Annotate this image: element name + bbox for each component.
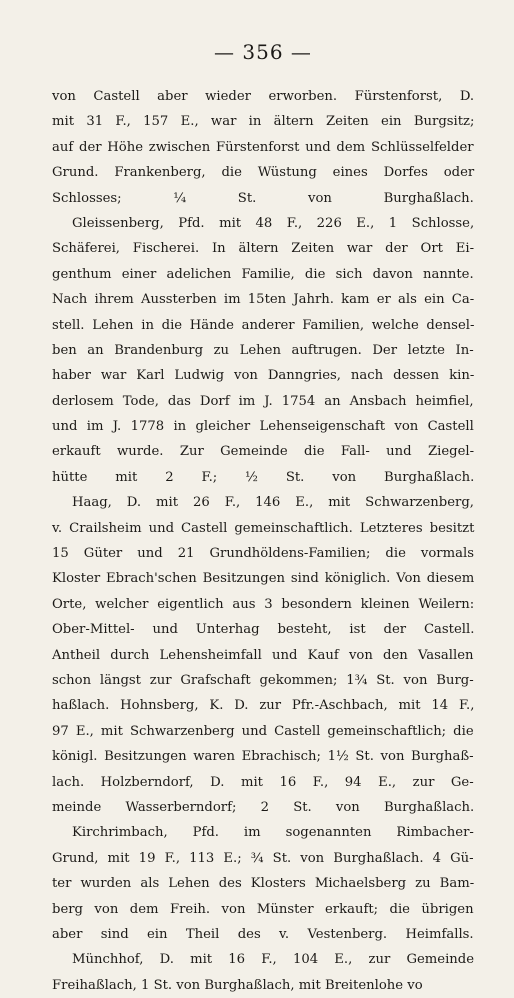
page-number: — 356 —	[214, 40, 312, 64]
text-line: erkauft wurde. Zur Gemeinde die Fall- und Ziegel-	[52, 444, 475, 460]
text-line: meinde Wasserberndorf; 2 St. von Burghaßlach.	[52, 799, 475, 815]
text-line: haber war Karl Ludwig von Danngries, nach dessen kin-	[52, 368, 475, 384]
text-line: haßlach. Hohnsberg, K. D. zur Pfr.-Aschbach, mit 14 F.,	[52, 698, 475, 714]
text-line: Schäferei, Fischerei. In ältern Zeiten war der Ort Ei-	[52, 241, 475, 257]
text-line: mit 31 F., 157 E., war in ältern Zeiten ein Burgsitz;	[52, 114, 475, 130]
text-line: Orte, welcher eigentlich aus 3 besondern kleinen Weilern:	[52, 596, 475, 612]
text-line: hütte mit 2 F.; ½ St. von Burghaßlach.	[52, 469, 475, 485]
text-line: berg von dem Freih. von Münster erkauft; die übrigen	[52, 901, 474, 917]
text-line: Gleissenberg, Pfd. mit 48 F., 226 E., 1 Schlosse,	[72, 215, 475, 231]
text-line: Kirchrimbach, Pfd. im sogenannten Rimbacher-	[72, 825, 474, 841]
text-line: Freihaßlach, 1 St. von Burghaßlach, mit Breitenlohe vo	[52, 977, 423, 993]
text-line: Münchhof, D. mit 16 F., 104 E., zur Gemeinde	[72, 952, 475, 968]
text-line: und im J. 1778 in gleicher Lehenseigenschaft von Castell	[52, 419, 474, 435]
text-line: Grund, mit 19 F., 113 E.; ¾ St. von Burghaßlach. 4 Gü-	[52, 850, 474, 866]
text-line: von Castell aber wieder erworben. Fürstenforst, D.	[52, 89, 475, 104]
text-line: Nach ihrem Aussterben im 15ten Jahrh. kam er als ein Ca-	[52, 292, 475, 308]
text-line: ter wurden als Lehen des Klosters Michaelsberg zu Bam-	[52, 876, 475, 892]
text-line: Antheil durch Lehensheimfall und Kauf von den Vasallen	[52, 647, 474, 663]
text-line: aber sind ein Theil des v. Vestenberg. Heimfalls.	[52, 926, 474, 942]
page-body-text	[52, 84, 474, 998]
text-line: 15 Güter und 21 Grundhöldens-Familien; die vormals	[52, 546, 474, 562]
text-line: Haag, D. mit 26 F., 146 E., mit Schwarzenberg,	[72, 495, 474, 511]
text-line: lach. Holzberndorf, D. mit 16 F., 94 E., zur Ge-	[52, 774, 474, 790]
text-line: auf der Höhe zwischen Fürstenforst und dem Schlüsselfelder	[52, 139, 474, 155]
text-line: Ober-Mittel- und Unterhag besteht, ist der Castell.	[52, 622, 475, 638]
text-line: genthum einer adelichen Familie, die sich davon nannte.	[52, 266, 474, 282]
text-line: Schlosses; ¼ St. von Burghaßlach.	[52, 190, 474, 206]
text-line: Kloster Ebrach'schen Besitzungen sind königlich. Von diesem	[52, 571, 475, 587]
text-line: 97 E., mit Schwarzenberg und Castell gemeinschaftlich; die	[52, 723, 474, 739]
text-line: Grund. Frankenberg, die Wüstung eines Dorfes oder	[52, 165, 475, 181]
text-line: derlosem Tode, das Dorf im J. 1754 an Ansbach heimfiel,	[52, 393, 474, 409]
text-line: stell. Lehen in die Hände anderer Familien, welche densel-	[52, 317, 475, 333]
text-line: schon längst zur Grafschaft gekommen; 1¾ St. von Burg-	[52, 672, 474, 688]
text-line: ben an Brandenburg zu Lehen auftrugen. Der letzte In-	[52, 342, 474, 358]
text-line: königl. Besitzungen waren Ebrachisch; 1½ St. von Burghaß-	[52, 749, 474, 765]
text-line: v. Crailsheim und Castell gemeinschaftlich. Letzteres besitzt	[52, 520, 475, 536]
